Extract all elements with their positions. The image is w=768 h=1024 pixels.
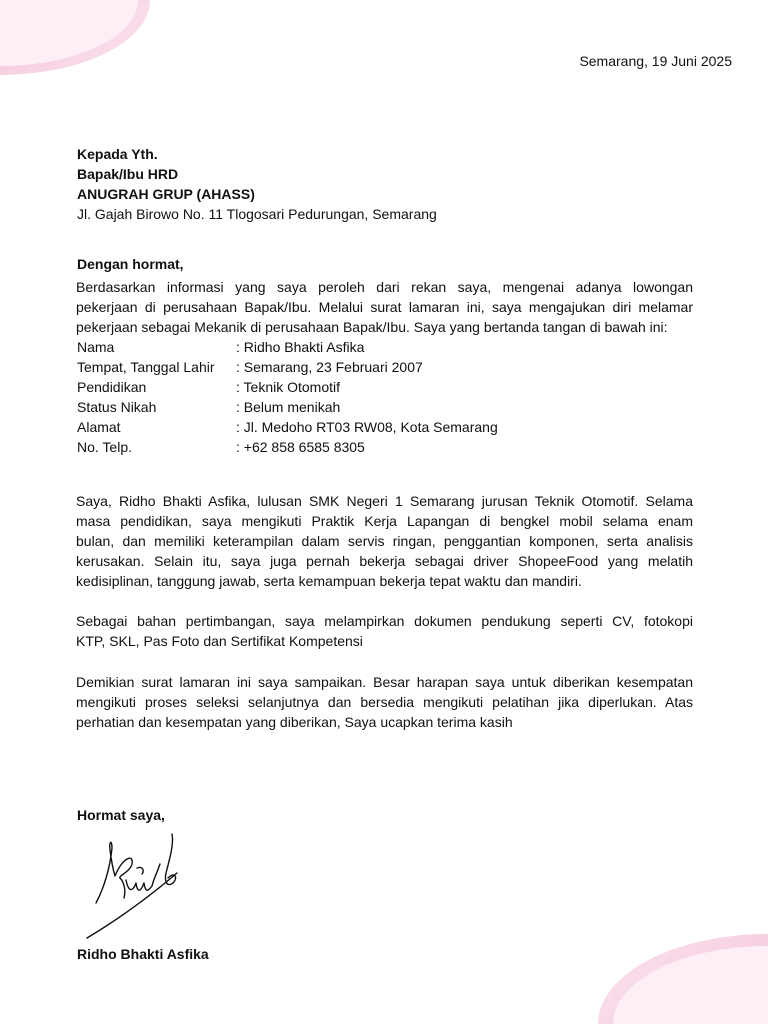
info-label: Tempat, Tanggal Lahir [77, 359, 215, 375]
info-row [77, 437, 498, 457]
info-label: Status Nikah [77, 399, 157, 415]
letter-date: Semarang, 19 Juni 2025 [579, 53, 732, 69]
intro-line: pekerjaan sebagai Mekanik di perusahaan Bapak/Ibu. Saya yang bertanda tangan di bawah ini: [76, 319, 668, 335]
closing-line: mengikuti proses seleksi selanjutnya dan bersedia mengikuti pelatihan jika diperlukan. Atas [76, 694, 693, 710]
closing-paragraph [76, 672, 693, 732]
closing-line: Demikian surat lamaran ini saya sampaikan. Besar harapan saya untuk diberikan kesempatan [76, 674, 693, 690]
closing-line: perhatian dan kesempatan yang diberikan, Saya ucapkan terima kasih [76, 714, 513, 730]
decorative-corner-bottom-right [598, 934, 768, 1024]
info-label: Nama [77, 339, 115, 355]
info-value: : Teknik Otomotif [236, 379, 341, 395]
body-line: kerusakan. Selain itu, saya juga pernah bekerja sebagai driver ShopeeFood yang melatih [76, 553, 693, 569]
info-value: : Semarang, 23 Februari 2007 [236, 359, 423, 375]
intro-paragraph [76, 277, 693, 337]
recipient-line-1: Kepada Yth. [77, 146, 158, 162]
closing-greeting: Hormat saya, [77, 807, 165, 823]
body-line: kedisiplinan, tanggung jawab, serta kemampuan bekerja tepat waktu dan mandiri. [76, 573, 582, 589]
body-line: Saya, Ridho Bhakti Asfika, lulusan SMK Negeri 1 Semarang jurusan Teknik Otomotif. Selama [76, 493, 693, 509]
recipient-company: ANUGRAH GRUP (AHASS) [77, 186, 255, 202]
signer-name: Ridho Bhakti Asfika [77, 946, 209, 962]
info-row [77, 357, 498, 377]
info-row [77, 337, 498, 357]
info-value: : Belum menikah [236, 399, 341, 415]
intro-line: pekerjaan di perusahaan Bapak/Ibu. Melalui surat lamaran ini, saya mengajukan diri melamar [76, 299, 693, 315]
info-value: : Jl. Medoho RT03 RW08, Kota Semarang [236, 419, 498, 435]
salutation: Dengan hormat, [77, 256, 184, 272]
experience-paragraph [76, 491, 693, 591]
recipient-block [77, 144, 437, 224]
info-row [77, 417, 498, 437]
info-label: No. Telp. [77, 439, 132, 455]
body-line: masa pendidikan, saya mengikuti Praktik Kerja Lapangan di bengkel mobil selama enam [76, 513, 693, 529]
body-line: bulan, dan memiliki keterampilan dalam servis ringan, penggantian komponen, serta analisis [76, 533, 693, 549]
info-label: Alamat [77, 419, 121, 435]
recipient-address: Jl. Gajah Birowo No. 11 Tlogosari Pedurungan, Semarang [77, 206, 437, 222]
info-value: : +62 858 6585 8305 [236, 439, 365, 455]
attachments-paragraph [76, 611, 693, 651]
info-row [77, 377, 498, 397]
intro-line: Berdasarkan informasi yang saya peroleh dari rekan saya, mengenai adanya lowongan [76, 279, 693, 295]
handwritten-signature [82, 828, 192, 943]
recipient-line-2: Bapak/Ibu HRD [77, 166, 179, 182]
applicant-info-table [77, 337, 498, 457]
info-label: Pendidikan [77, 379, 147, 395]
info-row [77, 397, 498, 417]
decorative-corner-top-left [0, 0, 150, 75]
attachments-line: KTP, SKL, Pas Foto dan Sertifikat Kompetensi [76, 633, 363, 649]
attachments-line: Sebagai bahan pertimbangan, saya melampirkan dokumen pendukung seperti CV, fotokopi [76, 613, 693, 629]
info-value: : Ridho Bhakti Asfika [236, 339, 365, 355]
